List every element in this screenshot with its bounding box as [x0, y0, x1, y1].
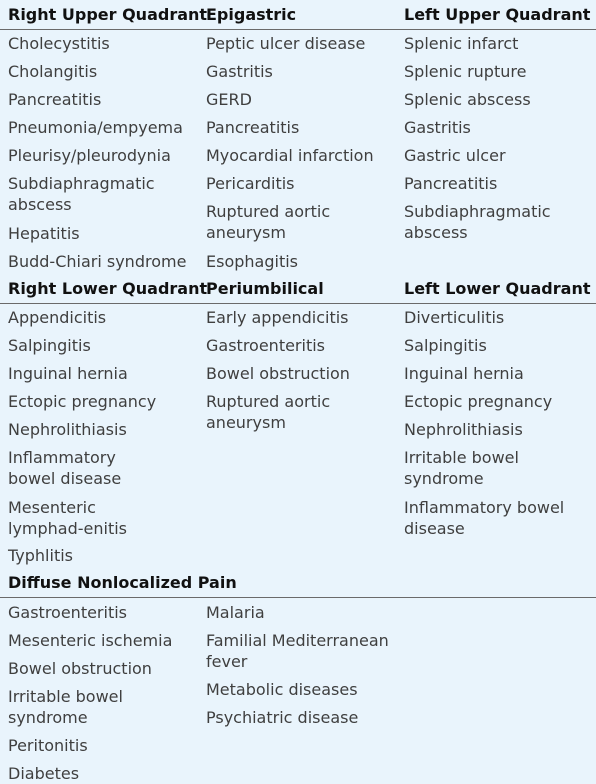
list-item: Mesenteric lymphad-enitis [8, 498, 128, 538]
list-item: Nephrolithiasis [404, 420, 523, 439]
list-item: Ectopic pregnancy [404, 392, 553, 411]
list-item: Irritable bowel syndrome [404, 448, 519, 488]
list-item: Gastric ulcer [404, 146, 506, 165]
list-item: Diabetes [8, 764, 80, 783]
list-item: Pneumonia/empyema [8, 118, 183, 137]
list-item: Typhlitis [8, 546, 73, 565]
list-item: Ruptured aortic aneurysm [206, 202, 331, 242]
list-item: Salpingitis [404, 336, 487, 355]
list-item: Inflammatory bowel disease [404, 498, 565, 538]
list-item: Cholecystitis [8, 34, 110, 53]
header-left-upper-quadrant: Left Upper Quadrant [404, 5, 591, 24]
list-item: Inflammatory bowel disease [8, 448, 122, 488]
list-item: Hepatitis [8, 224, 80, 243]
list-item: Mesenteric ischemia [8, 631, 173, 650]
list-item: Salpingitis [8, 336, 91, 355]
header-diffuse-nonlocalized-pain: Diffuse Nonlocalized Pain [8, 573, 237, 592]
list-item: Appendicitis [8, 308, 107, 327]
header-epigastric: Epigastric [206, 5, 297, 24]
list-item: Diverticulitis [404, 308, 505, 327]
lower-header-row [0, 276, 596, 303]
list-item: Peritonitis [8, 736, 88, 755]
list-item: Splenic infarct [404, 34, 519, 53]
list-item: Pleurisy/pleurodynia [8, 146, 171, 165]
header-periumbilical: Periumbilical [206, 279, 324, 298]
diffuse-header-rule [0, 597, 596, 598]
list-item: Bowel obstruction [8, 659, 152, 678]
list-item: Inguinal hernia [404, 364, 524, 383]
list-item: GERD [206, 90, 252, 109]
list-item: Esophagitis [206, 252, 298, 271]
list-item: Subdiaphragmatic abscess [8, 174, 155, 214]
list-item: Cholangitis [8, 62, 98, 81]
list-item: Myocardial infarction [206, 146, 374, 165]
list-item: Pericarditis [206, 174, 295, 193]
diffuse-header-row [0, 570, 596, 597]
list-item: Malaria [206, 603, 265, 622]
lower-header-rule [0, 303, 596, 304]
list-item: Subdiaphragmatic abscess [404, 202, 551, 242]
list-item: Splenic rupture [404, 62, 527, 81]
list-item: Splenic abscess [404, 90, 531, 109]
list-item: Gastroenteritis [206, 336, 326, 355]
list-item: Inguinal hernia [8, 364, 128, 383]
list-item: Pancreatitis [206, 118, 300, 137]
list-item: Nephrolithiasis [8, 420, 127, 439]
list-item: Ruptured aortic aneurysm [206, 392, 331, 432]
upper-header-row [0, 0, 596, 29]
list-item: Familial Mediterranean fever [206, 631, 389, 671]
list-item: Irritable bowel syndrome [8, 687, 123, 727]
list-item: Gastritis [206, 62, 273, 81]
header-left-lower-quadrant: Left Lower Quadrant [404, 279, 591, 298]
list-item: Peptic ulcer disease [206, 34, 366, 53]
list-item: Bowel obstruction [206, 364, 350, 383]
header-rule [0, 29, 596, 30]
list-item: Budd-Chiari syndrome [8, 252, 187, 271]
list-item: Early appendicitis [206, 308, 349, 327]
list-item: Gastritis [404, 118, 471, 137]
list-item: Psychiatric disease [206, 708, 359, 727]
header-right-lower-quadrant: Right Lower Quadrant [8, 279, 208, 298]
list-item: Pancreatitis [8, 90, 102, 109]
header-right-upper-quadrant: Right Upper Quadrant [8, 5, 208, 24]
list-item: Ectopic pregnancy [8, 392, 157, 411]
list-item: Gastroenteritis [8, 603, 128, 622]
list-item: Pancreatitis [404, 174, 498, 193]
list-item: Metabolic diseases [206, 680, 358, 699]
